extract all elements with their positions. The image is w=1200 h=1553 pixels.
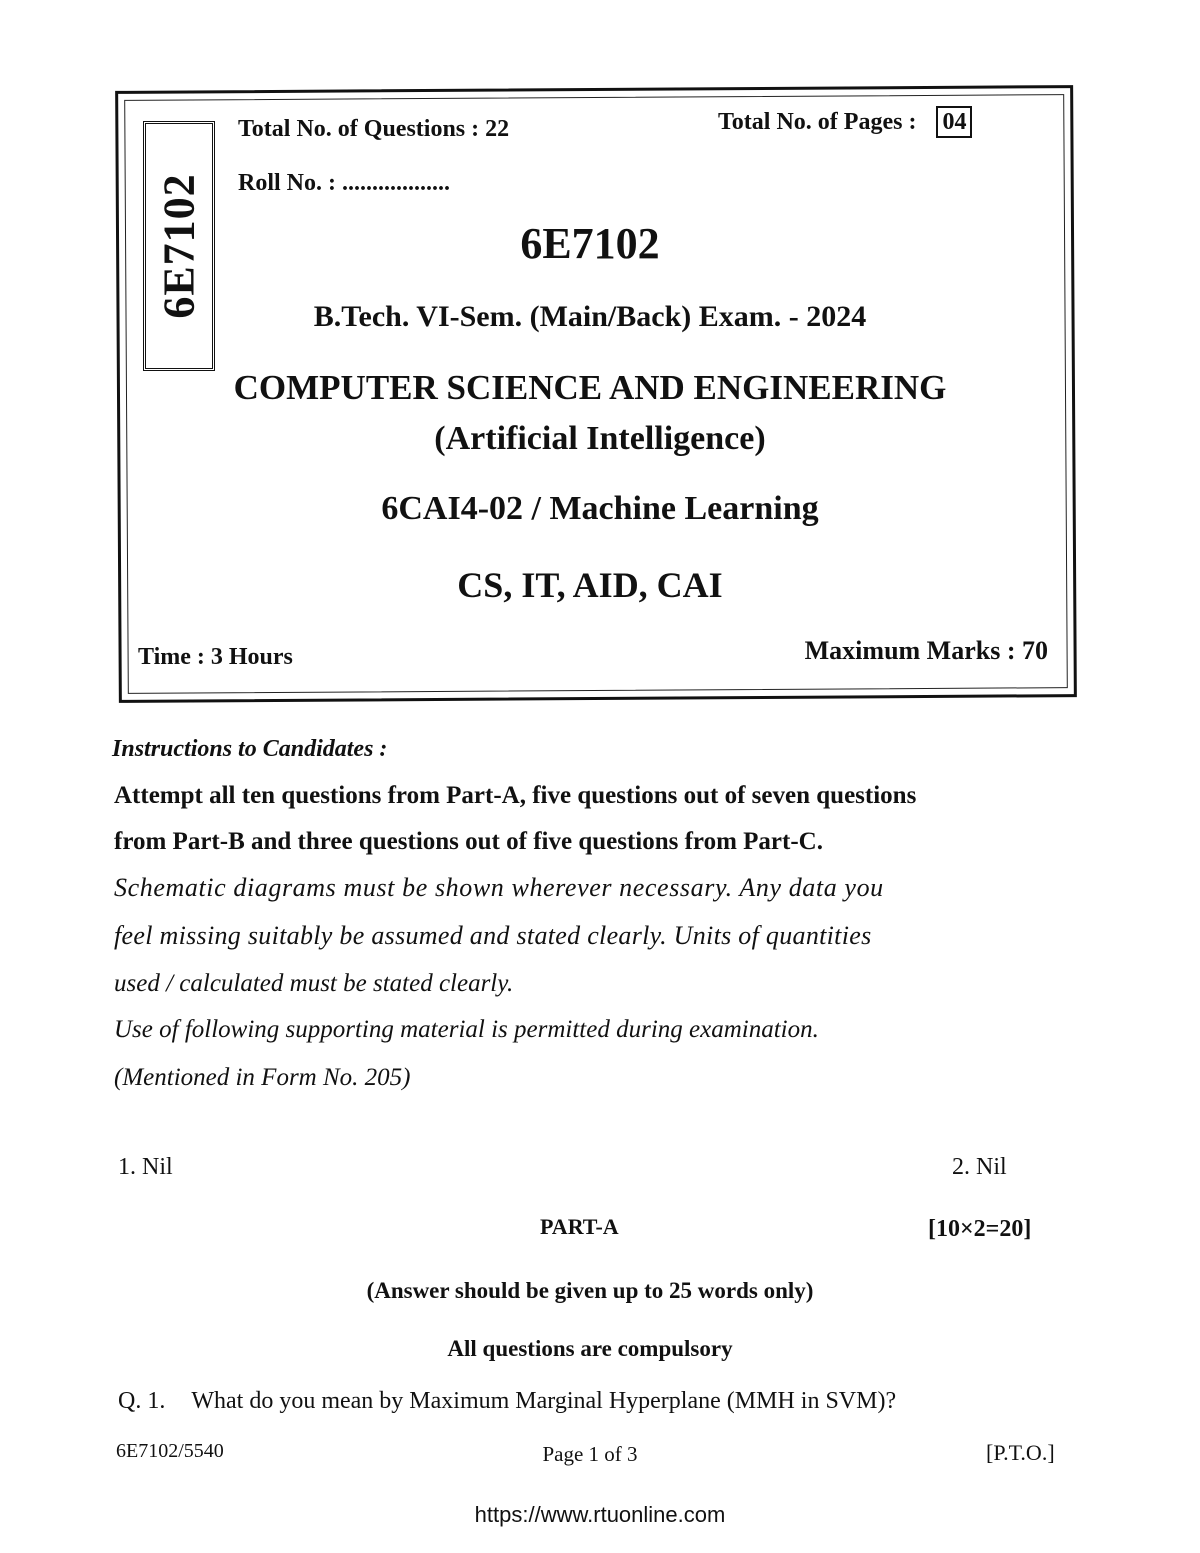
roll-number: Roll No. : .................. [238, 170, 450, 196]
question-1 [118, 1388, 896, 1415]
instruction-line-5: used / calculated must be stated clearly. [114, 970, 514, 997]
subject: 6CAI4-02 / Machine Learning [381, 490, 819, 527]
instruction-line-3: Schematic diagrams must be shown wherever necessary. Any data you [114, 873, 884, 902]
instruction-line-4: feel missing suitably be assumed and stated clearly. Units of quantities [114, 921, 872, 950]
footer-pto: [P.T.O.] [986, 1440, 1055, 1465]
side-paper-code: 6E7102 [154, 173, 204, 319]
material-item-2: 2. Nil [952, 1154, 1007, 1180]
department: COMPUTER SCIENCE AND ENGINEERING [233, 368, 947, 407]
paper-code: 6E7102 [520, 219, 660, 268]
instruction-line-6: Use of following supporting material is permitted during examination. [114, 1016, 819, 1043]
specialization: (Artificial Intelligence) [434, 420, 766, 457]
exam-title: B.Tech. VI-Sem. (Main/Back) Exam. - 2024 [313, 300, 867, 333]
footer-website-link[interactable]: https://www.rtuonline.com [474, 1502, 726, 1527]
question-1-number: Q. 1. [118, 1388, 166, 1414]
branches: CS, IT, AID, CAI [457, 565, 723, 605]
instruction-line-2: from Part-B and three questions out of five questions from Part-C. [114, 828, 823, 855]
question-1-text: What do you mean by Maximum Marginal Hyperplane (MMH in SVM)? [191, 1388, 897, 1414]
instructions-heading: Instructions to Candidates : [112, 736, 388, 762]
part-a-marks: [10×2=20] [928, 1216, 1032, 1242]
total-pages [718, 106, 972, 138]
total-pages-label: Total No. of Pages : [718, 109, 917, 135]
instruction-line-1: Attempt all ten questions from Part-A, five questions out of seven questions [114, 782, 917, 809]
total-questions: Total No. of Questions : 22 [238, 116, 510, 142]
footer-paper-code: 6E7102/5540 [116, 1440, 224, 1462]
maximum-marks: Maximum Marks : 70 [804, 636, 1048, 665]
material-item-1: 1. Nil [118, 1154, 173, 1180]
part-a-note: (Answer should be given up to 25 words only) [366, 1278, 814, 1303]
side-code-box [143, 121, 215, 371]
total-pages-value: 04 [936, 106, 972, 138]
exam-time: Time : 3 Hours [138, 644, 293, 670]
instruction-line-7: (Mentioned in Form No. 205) [114, 1064, 411, 1091]
part-a-compulsory: All questions are compulsory [447, 1336, 733, 1361]
part-a-title: PART-A [540, 1214, 619, 1239]
footer-page-number: Page 1 of 3 [542, 1442, 638, 1466]
